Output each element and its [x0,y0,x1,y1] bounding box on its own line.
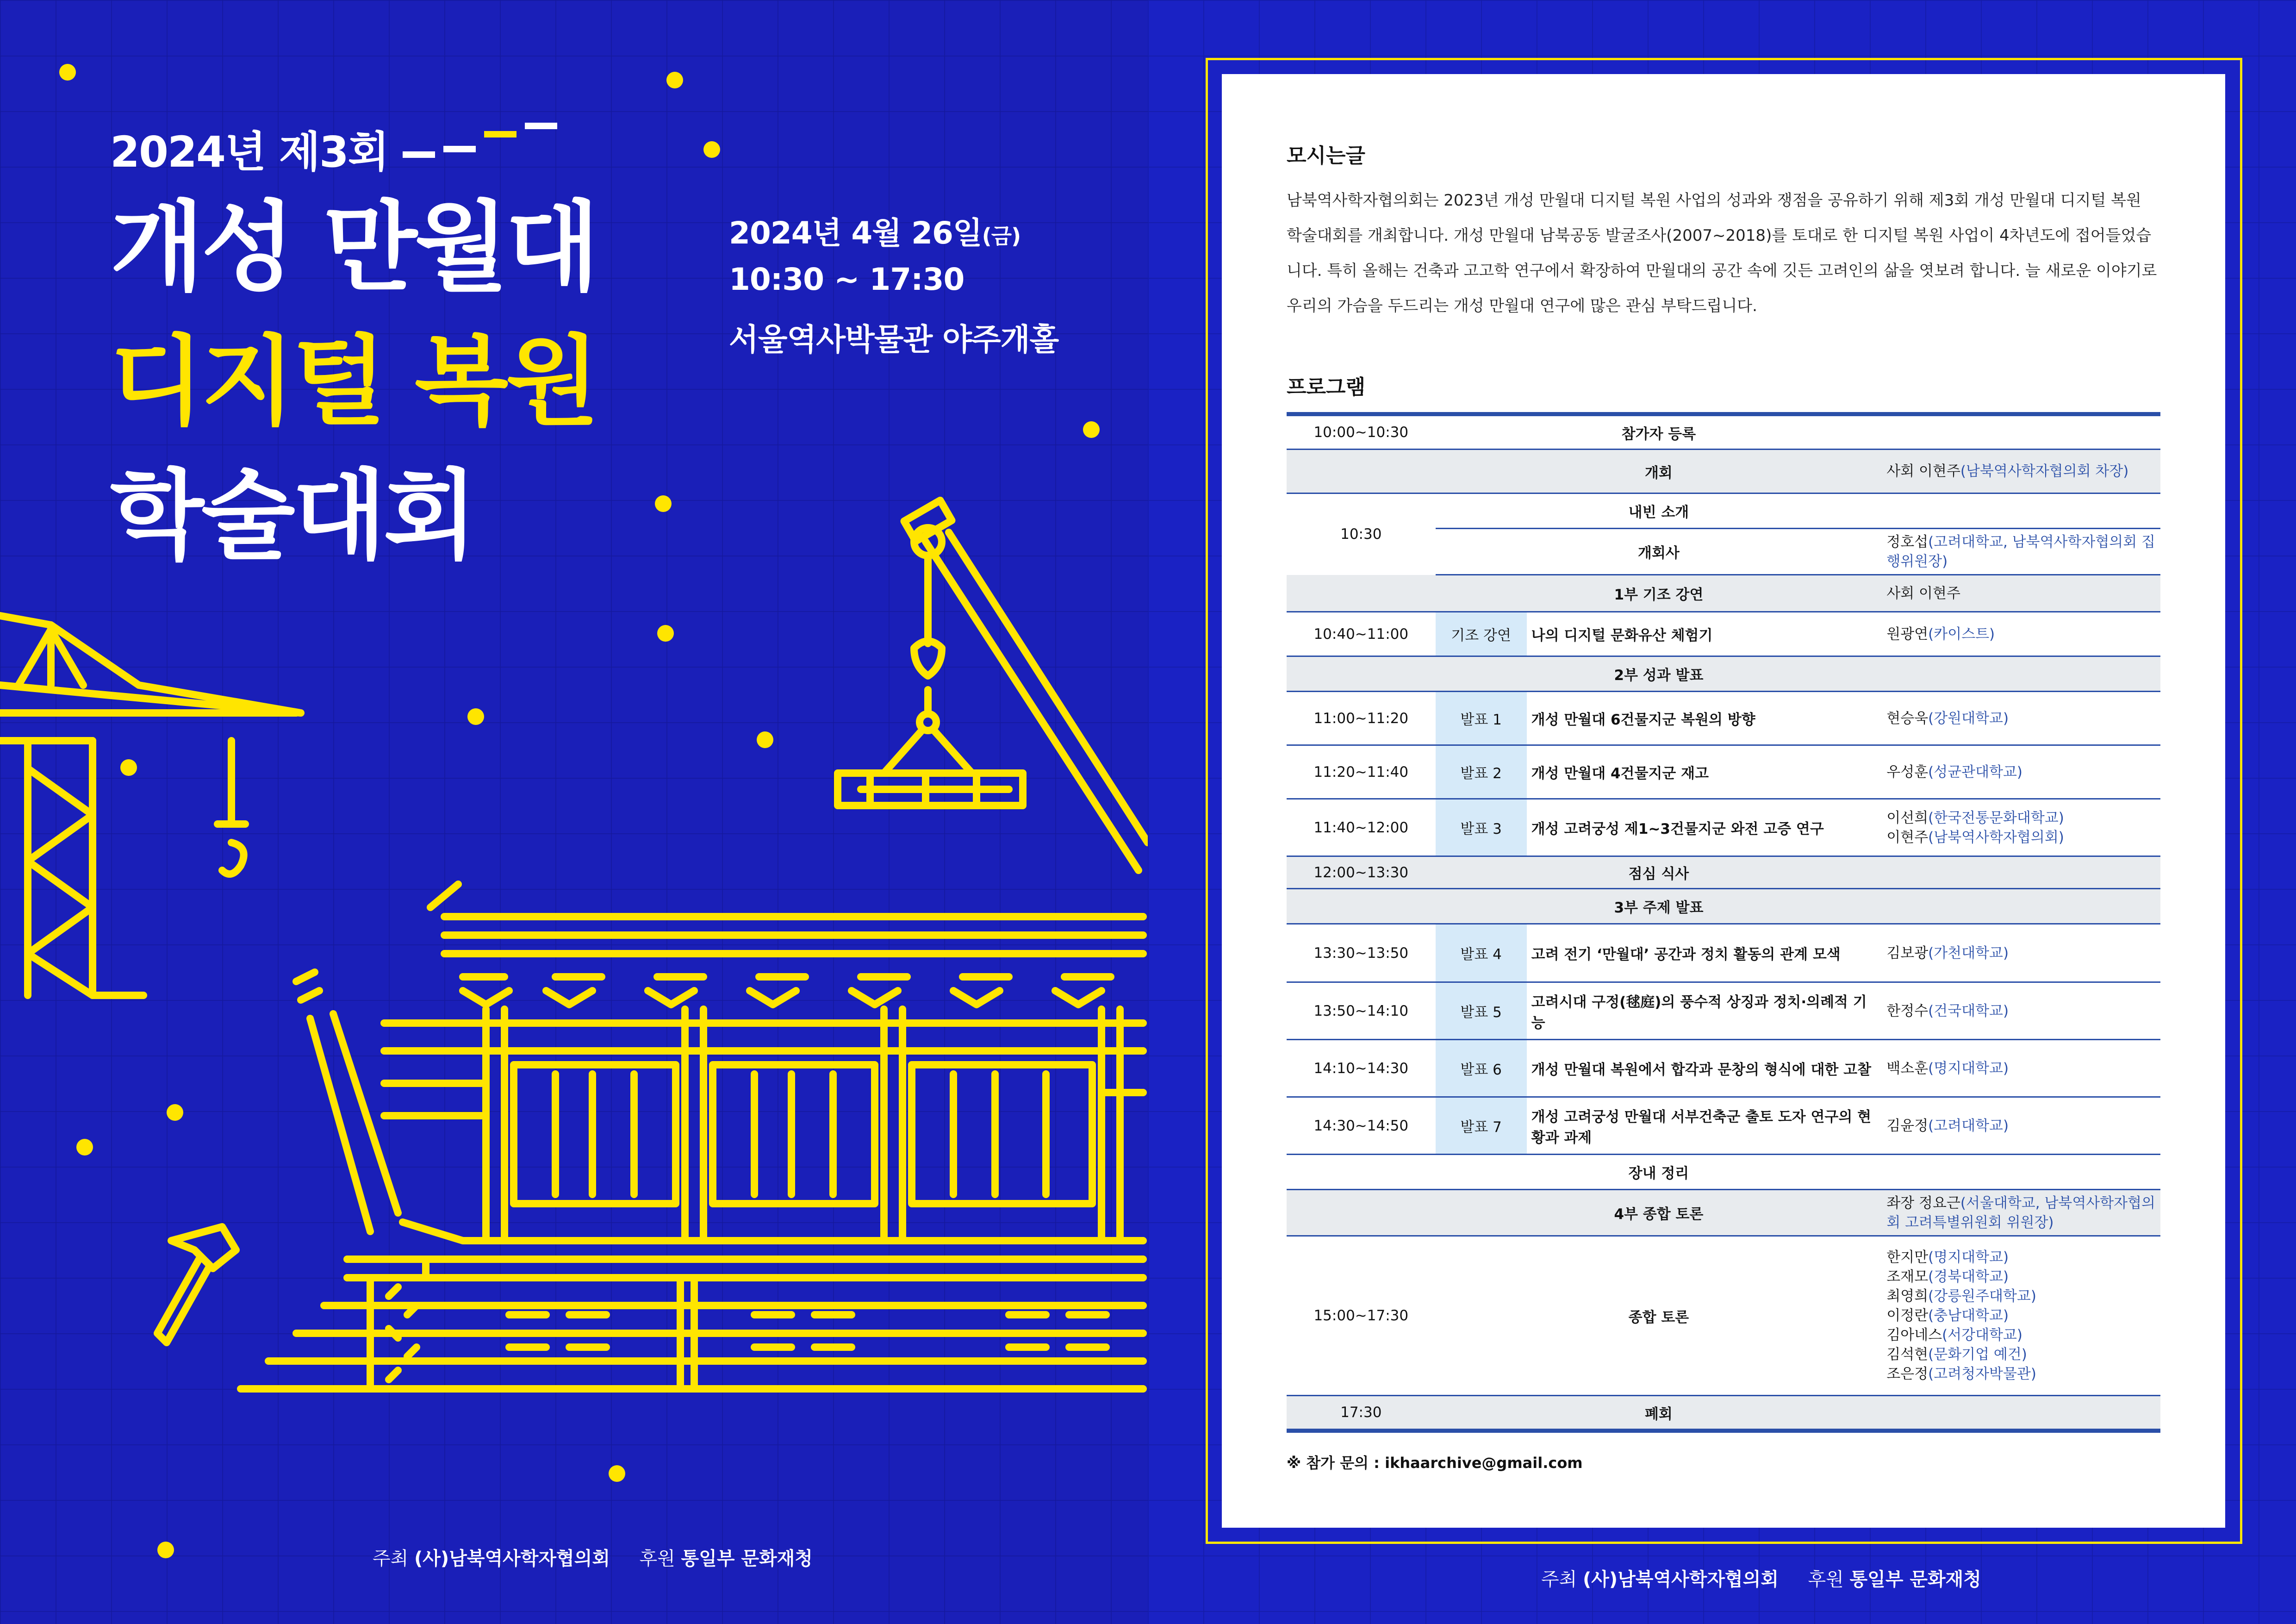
panelist-name: 조은정 [1886,1366,1929,1382]
speaker-affiliation: (고려대학교) [1928,1117,2009,1134]
event-time: 10:30 ~ 17:30 [729,262,964,297]
row-time: 13:30~13:50 [1287,924,1436,982]
speaker-affiliation: (남북역사학자협의회 차장) [1960,463,2129,480]
speaker-affiliation: (카이스트) [1928,625,1995,643]
title-line-3: 학술대회 [110,459,475,573]
table-row [1287,1040,2160,1097]
row-speaker: 사회 이현주 [1882,575,2160,612]
speaker-name: 이현주 [1886,829,1929,846]
discussion-panel [1882,1236,2160,1396]
row-speaker [1882,692,2160,745]
row-title: 개성 고려궁성 만월대 서부건축군 출토 도자 연구의 현황과 과제 [1527,1097,1882,1155]
star-dot [467,708,484,725]
contact-email-link[interactable]: ikhaarchive@gmail.com [1385,1454,1583,1472]
speaker-affiliation: (건국대학교) [1928,1002,2009,1019]
panelist [1886,1364,2156,1384]
contact-line [1287,1451,1583,1473]
speaker-affiliation: (강원대학교) [1928,710,2009,727]
contact-label: ※ 참가 문의 : [1287,1454,1380,1472]
table-row [1287,656,2160,692]
row-title: 3부 주제 발표 [1436,889,1882,924]
panelist [1886,1325,2156,1345]
star-dot [1083,421,1100,438]
speaker-affiliation: (서울대학교, 남북역사학자협의회 고려특별위원회 위원장) [1886,1194,2156,1231]
star-dot [167,1104,183,1121]
sponsor-name: 통일부 문화재청 [1849,1569,1981,1590]
table-row [1287,1236,2160,1396]
panelist [1886,1267,2156,1287]
row-title: 나의 디지털 문화유산 체험기 [1527,612,1882,656]
star-dot [666,72,683,88]
star-dot [76,1139,93,1156]
panelist-name: 최영희 [1886,1288,1929,1305]
row-speaker [1882,982,2160,1040]
speaker-affiliation: (성균관대학교) [1928,763,2023,781]
program-sheet [1222,74,2225,1528]
panelist-affiliation: (명지대학교) [1928,1249,2009,1266]
row-tag: 발표 2 [1436,745,1527,799]
row-title: 장내 정리 [1436,1155,1882,1190]
panelist-affiliation: (경북대학교) [1928,1268,2009,1285]
panelist-affiliation: (강릉원주대학교) [1928,1288,2036,1305]
speaker-name: 사회 이현주 [1886,463,1960,480]
star-dot [609,1465,625,1482]
panelist-name: 김석현 [1886,1346,1929,1363]
row-speaker [1882,799,2160,856]
star-dot [703,141,720,158]
table-row [1287,450,2160,493]
host-name: (사)남북역사학자협의회 [414,1548,610,1569]
panelist-affiliation: (서강대학교) [1942,1327,2023,1343]
host-name: (사)남북역사학자협의회 [1583,1569,1779,1590]
star-dot [657,625,674,642]
speaker-name: 김윤정 [1886,1117,1929,1134]
speaker-name: 김보광 [1886,944,1929,962]
boom-crane-icon [838,500,1148,870]
row-tag: 발표 1 [1436,692,1527,745]
row-tag: 발표 3 [1436,799,1527,856]
table-row [1287,1097,2160,1155]
row-title: 참가자 등록 [1436,414,1882,450]
table-row [1287,1190,2160,1236]
panelist-affiliation: (문화기업 예건) [1928,1346,2027,1363]
panelist-name: 김아네스 [1886,1327,1942,1343]
row-speaker [1882,745,2160,799]
row-tag: 발표 7 [1436,1097,1527,1155]
row-time: 10:40~11:00 [1287,612,1436,656]
title-line-1: 개성 만월대 [110,191,597,304]
row-time: 13:50~14:10 [1287,982,1436,1040]
row-title: 폐회 [1436,1396,1882,1431]
table-row [1287,612,2160,656]
palace-building-icon [241,884,1143,1389]
event-date-text: 2024년 4월 26일 [729,215,982,251]
speaker-name: 정호섭 [1886,533,1929,550]
star-dot [157,1542,174,1558]
row-speaker [1882,924,2160,982]
edition-label: 2024년 제3회 [110,127,388,177]
poster-credits [373,1544,813,1570]
speaker-name: 원광연 [1886,625,1929,643]
row-time: 10:00~10:30 [1287,414,1436,450]
row-title: 개회사 [1436,529,1882,575]
row-title: 점심 식사 [1436,856,1882,889]
row-time: 17:30 [1287,1396,1436,1431]
table-row [1287,799,2160,856]
row-speaker [1882,1190,2160,1236]
row-time: 14:30~14:50 [1287,1097,1436,1155]
star-dot [59,64,76,81]
row-time: 14:10~14:30 [1287,1040,1436,1097]
row-tag: 발표 6 [1436,1040,1527,1097]
speaker-name: 우성훈 [1886,763,1929,781]
row-title: 개성 만월대 복원에서 합각과 문창의 형식에 대한 고찰 [1527,1040,1882,1097]
host-label: 주최 [373,1548,409,1569]
table-row [1287,493,2160,529]
row-title: 개성 만월대 4건물지군 재고 [1527,745,1882,799]
tower-crane-icon [0,616,301,995]
row-time: 11:20~11:40 [1287,745,1436,799]
panelist-name: 조재모 [1886,1268,1929,1285]
table-row [1287,414,2160,450]
row-title: 종합 토론 [1436,1236,1882,1396]
row-time: 15:00~17:30 [1287,1236,1436,1396]
program-table [1287,412,2160,1433]
row-title: 내빈 소개 [1436,493,1882,529]
row-title: 개회 [1436,450,1882,493]
edition-dash-icon [403,118,574,164]
row-title: 1부 기조 강연 [1436,575,1882,612]
invitation-body: 남북역사학자협의회는 2023년 개성 만월대 디지털 복원 사업의 성과와 쟁점을 공유하기 위해 제3회 개성 만월대 디지털 복원 학술대회를 개최합니다. 개성 만월대 남북공동 발굴조사(2007~2018)를 토대로 한 디지털 복원 사업이 4차년도에 접어들었습니다. 특히 올해는 건축과 고고학 연구에서 확장하여 만월대의 공간 속에 깃든 고려인의 삶을 엿보려 합니다. 늘 새로운 이야기로 우리의 가슴을 두드리는 개성 만월대 연구에 많은 관심 부탁드립니다. [1287,191,2157,315]
invitation-heading: 모시는글 [1287,144,1366,168]
sponsor-name: 통일부 문화재청 [681,1548,813,1569]
sponsor-label: 후원 [639,1548,675,1569]
table-row [1287,856,2160,889]
panelist [1886,1287,2156,1306]
star-dot [757,731,773,748]
table-row [1287,924,2160,982]
row-time: 12:00~13:30 [1287,856,1436,889]
speaker-name: 한정수 [1886,1002,1929,1019]
row-time: 11:00~11:20 [1287,692,1436,745]
event-day: (금) [982,224,1021,249]
row-speaker [1882,1040,2160,1097]
row-title: 4부 종합 토론 [1436,1190,1882,1236]
star-dot [655,495,672,512]
row-title: 2부 성과 발표 [1436,656,1882,692]
row-title: 개성 만월대 6건물지군 복원의 방향 [1527,692,1882,745]
program-credits [1541,1565,1981,1591]
row-title: 개성 고려궁성 제1~3건물지군 와전 고증 연구 [1527,799,1882,856]
hammer-icon [157,1227,236,1343]
table-row [1287,745,2160,799]
row-time: 11:40~12:00 [1287,799,1436,856]
table-row [1287,982,2160,1040]
table-row [1287,1155,2160,1190]
row-time: 10:30 [1340,526,1382,543]
panelist-name: 한지만 [1886,1249,1929,1266]
panelist [1886,1345,2156,1364]
event-venue: 서울역사박물관 야주개홀 [729,322,1059,357]
row-speaker [1882,1097,2160,1155]
panelist-name: 이정란 [1886,1307,1929,1324]
row-tag: 기조 강연 [1436,612,1527,656]
speaker-name: 좌장 정요근 [1886,1194,1960,1212]
speaker-name: 현승욱 [1886,710,1929,727]
speaker-affiliation: (한국전통문화대학교) [1928,809,2064,826]
row-speaker [1882,450,2160,493]
row-tag: 발표 5 [1436,982,1527,1040]
program-heading: 프로그램 [1287,375,1366,399]
sponsor-label: 후원 [1808,1569,1844,1590]
speaker-affiliation: (가천대학교) [1928,944,2009,962]
title-line-2: 디지털 복원 [110,325,597,438]
palace-construction-illustration [0,491,1148,1417]
event-date [729,208,1020,252]
star-dot [120,759,137,776]
table-row [1287,575,2160,612]
speaker-name: 이선희 [1886,809,1929,826]
panelist [1886,1248,2156,1267]
row-title: 고려시대 구정(毬庭)의 풍수적 상징과 정치·의례적 기능 [1527,982,1882,1040]
row-speaker [1882,612,2160,656]
speaker-affiliation: (고려대학교, 남북역사학자협의회 집행위원장) [1886,533,2156,570]
host-label: 주최 [1541,1569,1577,1590]
table-row [1287,1396,2160,1431]
panelist [1886,1306,2156,1325]
speaker-affiliation: (남북역사학자협의회) [1928,829,2064,846]
panelist-affiliation: (충남대학교) [1928,1307,2009,1324]
panelist-affiliation: (고려청자박물관) [1928,1366,2036,1382]
row-tag: 발표 4 [1436,924,1527,982]
speaker-affiliation: (명지대학교) [1928,1060,2009,1077]
row-title: 고려 전기 ‘만월대’ 공간과 정치 활동의 관계 모색 [1527,924,1882,982]
table-row [1287,692,2160,745]
speaker-name: 백소훈 [1886,1060,1929,1077]
row-speaker [1882,529,2160,575]
table-row [1287,889,2160,924]
